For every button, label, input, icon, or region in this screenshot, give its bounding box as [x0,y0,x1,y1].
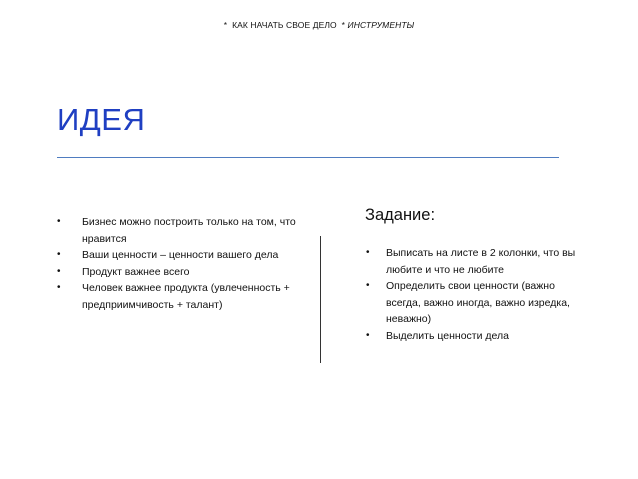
bullet-icon: • [366,280,370,291]
list-item-text: Продукт важнее всего [82,265,190,278]
list-item [55,214,305,247]
list-item-text: Человек важнее продукта (увлеченность + предприимчивость + талант) [82,282,290,311]
page-title: ИДЕЯ [57,102,146,137]
bullet-icon: • [366,329,370,341]
list-item [55,247,305,264]
bullet-icon: • [57,216,61,227]
bullet-icon: • [57,265,61,277]
task-column [364,206,584,344]
list-item [364,245,584,278]
list-item-text: Выписать на листе в 2 колонки, что вы любите и что не любите [386,247,576,276]
left-column [55,214,305,313]
title-underline [57,157,559,158]
list-item [364,278,584,328]
list-item [55,264,305,281]
bullet-icon: • [366,247,370,258]
list-item-text: Ваши ценности – ценности вашего дела [82,249,279,261]
bullet-icon: • [57,249,61,260]
bullet-icon: • [57,282,61,293]
list-item-text: Выделить ценности дела [386,329,509,342]
header-section: ИНСТРУМЕНТЫ [347,20,415,30]
column-divider [320,236,321,363]
list-item [55,280,305,313]
header-prefix: * КАК НАЧАТЬ СВОЕ ДЕЛО * [223,20,348,30]
task-bullet-list [364,245,584,344]
list-item-text: Определить свои ценности (важно всегда, важно иногда, важно изредка, неважно) [386,280,570,325]
list-item-text: Бизнес можно построить только на том, что нравится [82,216,296,245]
left-bullet-list [55,214,305,313]
breadcrumb-header [0,20,638,30]
list-item [364,328,584,345]
task-title: Задание: [365,206,436,224]
